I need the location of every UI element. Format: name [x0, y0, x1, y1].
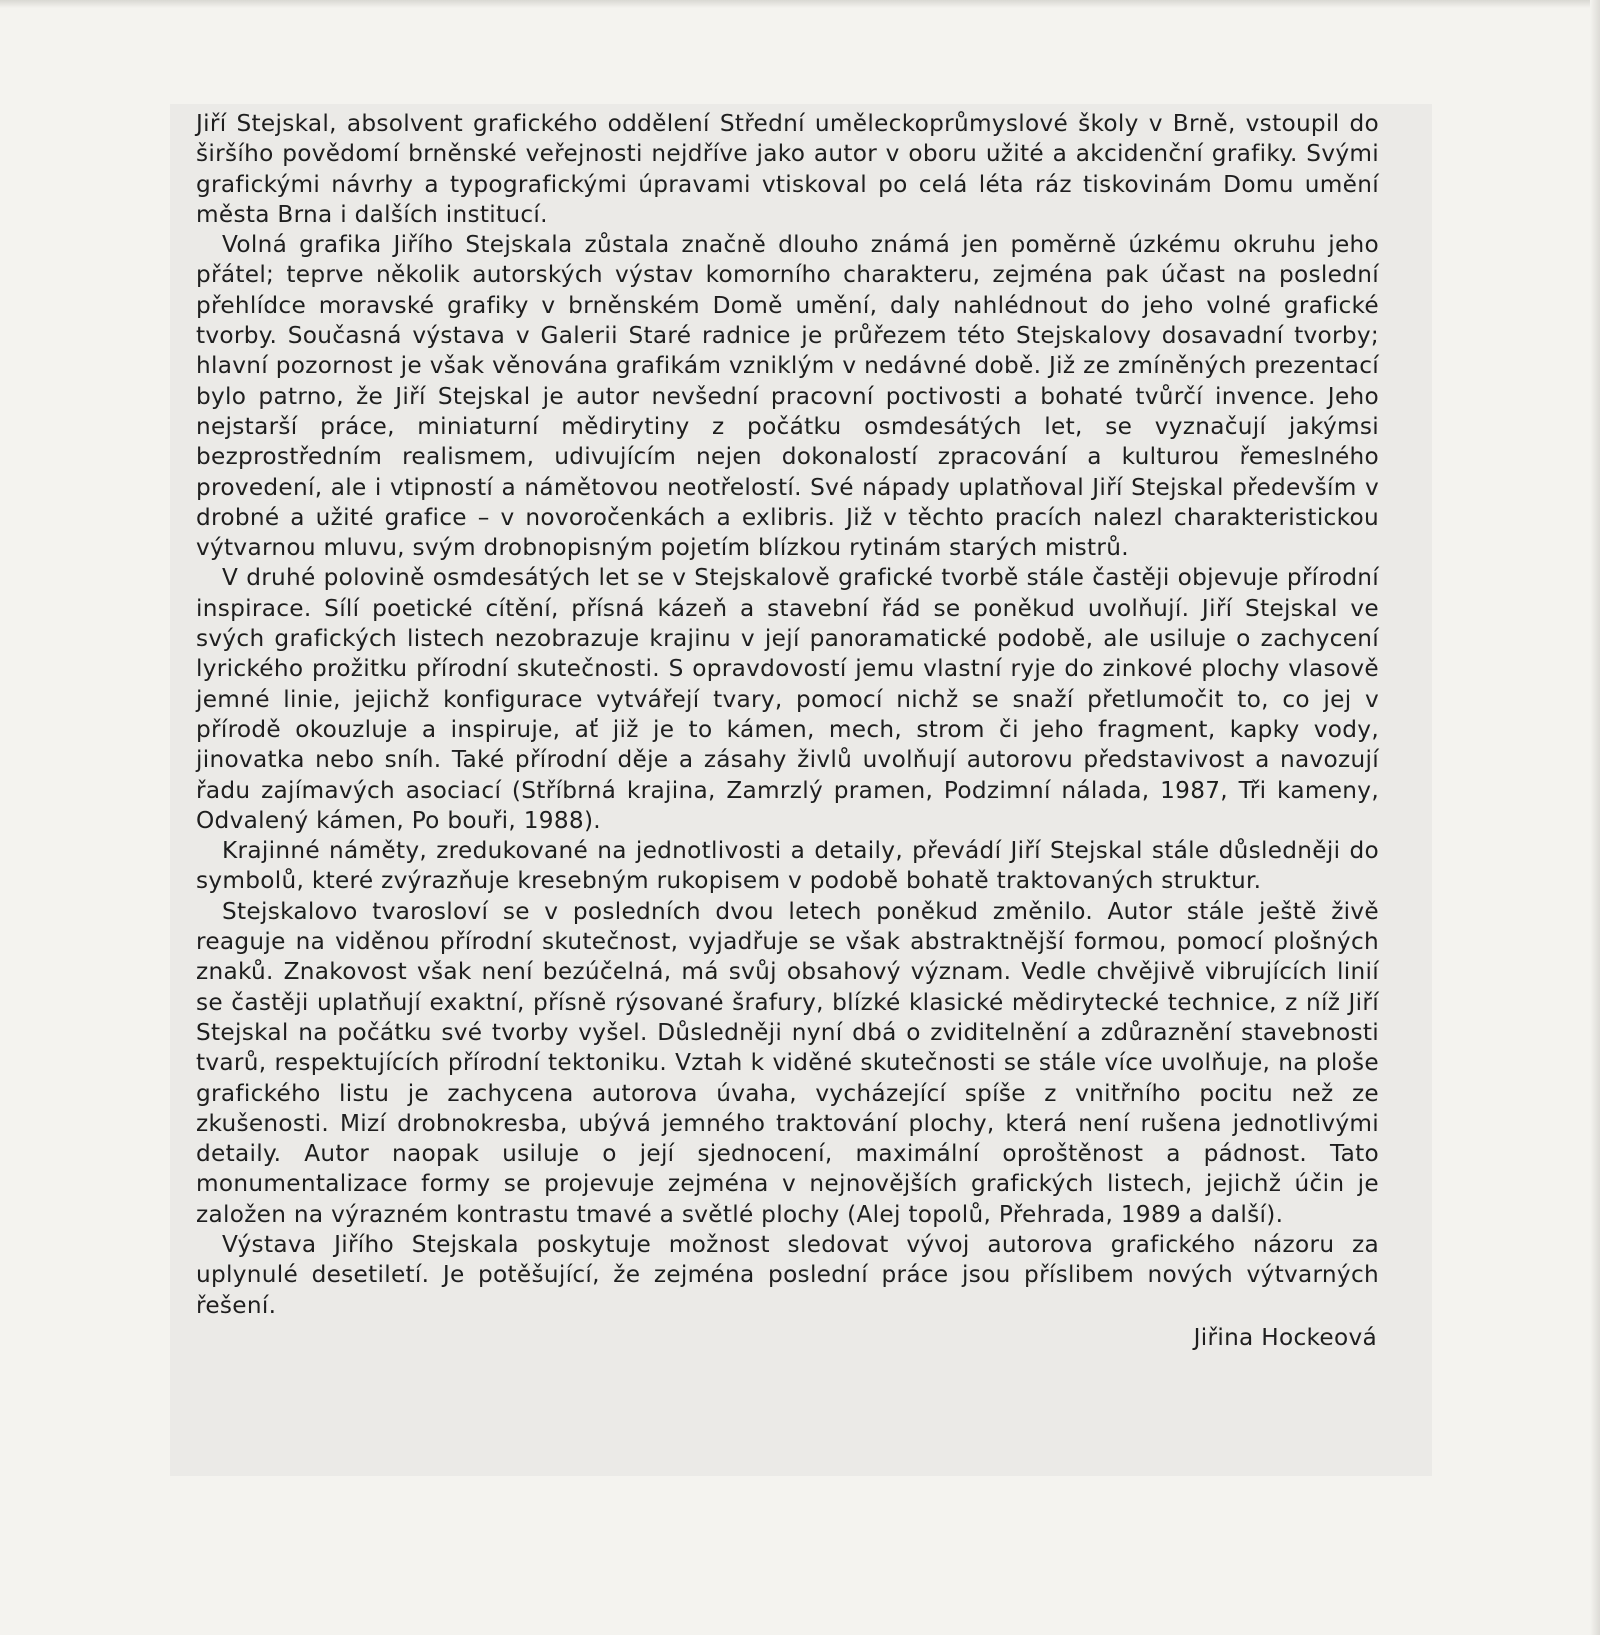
paragraph-5: Stejskalovo tvarosloví se v posledních dvou letech poněkud změnilo. Autor stále ještě živě reaguje na viděnou přírodní skutečnost, vyjadřuje se však abstraktnější formou, pomocí plošných znaků. Znakovost však není bezúčelná, má svůj obsahový význam. Vedle chvějivě vibrujících linií se častěji uplatňují exaktní, přísně rýsované šrafury, blízké klasické mědirytecké technice, z níž Jiří Stejskal na počátku své tvorby vyšel. Důsledněji nyní dbá o zviditelnění a zdůraznění stavebnosti tvarů, respektujících přírodní tektoniku. Vztah k viděné skutečnosti se stále více uvolňuje, na ploše grafického listu je zachycena autorova úvaha, vycházející spíše z vnitřního pocitu než ze zkušenosti. Mizí drobnokresba, ubývá jemného traktování plochy, která není rušena jednotlivými detaily. Autor naopak usiluje o její sjednocení, maximální oproštěnost a pádnost. Tato monumentalizace formy se projevuje zejména v nejnovějších grafických listech, jejichž účin je založen na výrazném kontrastu tmavé a světlé plochy (Alej topolů, Přehrada, 1989 a další).: [196, 897, 1379, 1228]
article: [196, 109, 1379, 1353]
page-top-edge: [0, 0, 1600, 8]
paragraph-3: V druhé polovině osmdesátých let se v Stejskalově grafické tvorbě stále častěji objevuje přírodní inspirace. Sílí poetické cítění, přísná kázeň a stavební řád se poněkud uvolňují. Jiří Stejskal ve svých grafických listech nezobrazuje krajinu v její panoramatické podobě, ale usiluje o zachycení lyrického prožitku přírodní skutečnosti. S opravdovostí jemu vlastní ryje do zinkové plochy vlasově jemné linie, jejichž konfigurace vytvářejí tvary, pomocí nichž se snaží přetlumočit to, co jej v přírodě okouzluje a inspiruje, ať již je to kámen, mech, strom či jeho fragment, kapky vody, jinovatka nebo sníh. Také přírodní děje a zásahy živlů uvolňují autorovu představivost a navozují řadu zajímavých asociací (Stříbrná krajina, Zamrzlý pramen, Podzimní nálada, 1987, Tři kameny, Odvalený kámen, Po bouři, 1988).: [196, 564, 1379, 834]
page-right-edge: [1590, 0, 1600, 1635]
paragraph-6: Výstava Jiřího Stejskala poskytuje možnost sledovat vývoj autorova grafického názoru za uplynulé desetiletí. Je potěšující, že zejména poslední práce jsou příslibem nových výtvarných řešení.: [196, 1230, 1379, 1319]
author-signature: Jiřina Hockeová: [1193, 1323, 1377, 1351]
paragraph-4: Krajinné náměty, zredukované na jednotlivosti a detaily, převádí Jiří Stejskal stále důsledněji do symbolů, které zvýrazňuje kresebným rukopisem v podobě bohatě traktovaných struktur.: [196, 837, 1379, 895]
paragraph-1: Jiří Stejskal, absolvent grafického oddělení Střední uměleckoprůmyslové školy v Brně, vstoupil do širšího povědomí brněnské veřejnosti nejdříve jako autor v oboru užité a akcidenční grafiky. Svými grafickými návrhy a typografickými úpravami vtiskoval po celá léta ráz tiskovinám Domu umění města Brna i dalších institucí.: [196, 110, 1379, 228]
paragraph-2: Volná grafika Jiřího Stejskala zůstala značně dlouho známá jen poměrně úzkému okruhu jeho přátel; teprve několik autorských výstav komorního charakteru, zejména pak účast na poslední přehlídce moravské grafiky v brněnském Domě umění, daly nahlédnout do jeho volné grafické tvorby. Současná výstava v Galerii Staré radnice je průřezem této Stejskalovy dosavadní tvorby; hlavní pozornost je však věnována grafikám vzniklým v nedávné době. Již ze zmíněných prezentací bylo patrno, že Jiří Stejskal je autor nevšední pracovní poctivosti a bohaté tvůrčí invence. Jeho nejstarší práce, miniaturní mědirytiny z počátku osmdesátých let, se vyznačují jakýmsi bezprostředním realismem, udivujícím nejen dokonalostí zpracování a kulturou řemeslného provedení, ale i vtipností a námětovou neotřelostí. Své nápady uplatňoval Jiří Stejskal především v drobné a užité grafice – v novoročenkách a exlibris. Již v těchto pracích nalezl charakteristickou výtvarnou mluvu, svým drobnopisným pojetím blízkou rytinám starých mistrů.: [196, 231, 1379, 562]
